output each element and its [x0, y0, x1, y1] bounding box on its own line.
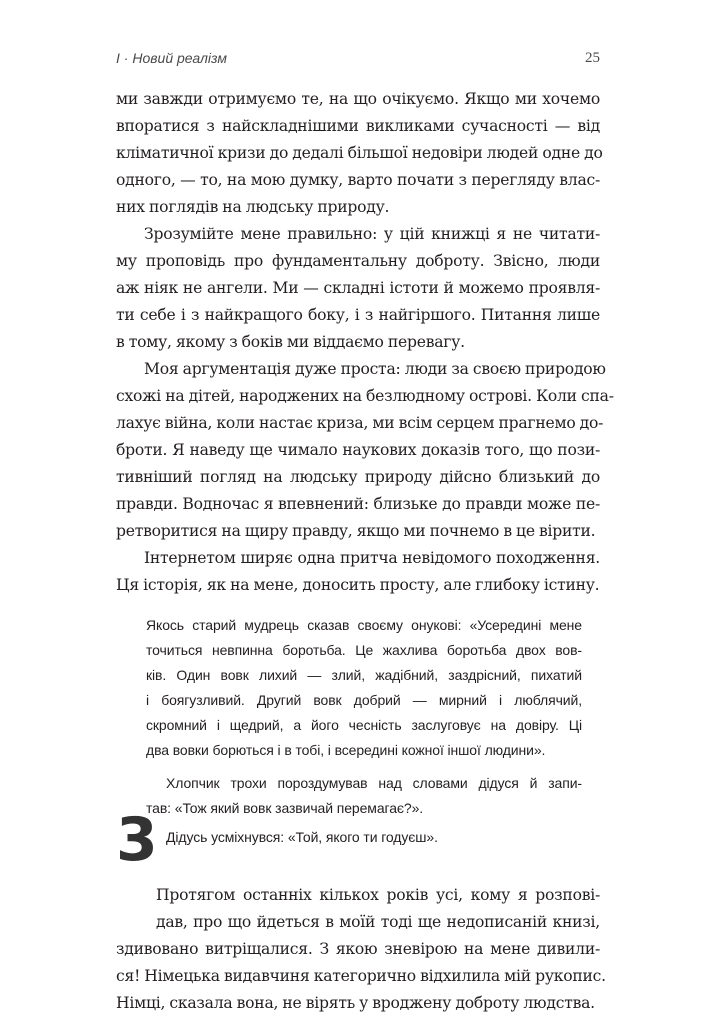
body-line: в тому, якому з боків ми віддаємо перевагу. [116, 333, 465, 351]
body-line: впоратися з найскладнішими викликами сучасності — від [116, 117, 600, 135]
quote-line: Дідусь усміхнувся: «Той, якого ти годуєш». [166, 829, 438, 845]
section-number-drop-cap: 3 [116, 805, 158, 875]
quote-line: і боягузливий. Другий вовк добрий — мирний і люблячий, [146, 692, 582, 708]
quote-line: два вовки борються і в тобі, і всередині кожної іншої людини». [146, 742, 546, 758]
body-line: тивніший погляд на людську природу дійсно близький до [116, 468, 600, 486]
body-line: Інтернетом ширяє одна притча невідомого походження. [144, 549, 600, 567]
quote-line: тав: «Тож який вовк зазвичай перемагає?». [146, 800, 424, 816]
page-number: 25 [585, 50, 600, 66]
running-title: I · Новий реалізм [116, 50, 227, 66]
running-header [116, 50, 600, 74]
quote-line: Хлопчик трохи пороздумував над словами дідуся й запи- [166, 775, 582, 791]
section-line: здивовано витріщалися. З якою зневірою на мене дивили- [116, 940, 600, 958]
section-line: ся! Німецька видавчиня категорично відхилила мій рукопис. [116, 967, 606, 985]
body-line: аж ніяк не ангели. Ми — складні істоти й можемо проявля- [116, 279, 600, 297]
body-line: ретворитися на щиру правду, якщо ми почнемо в це вірити. [116, 522, 596, 540]
body-line: кліматичної кризи до дедалі більшої недовіри людей одне до [116, 144, 603, 162]
body-line: них поглядів на людську природу. [116, 198, 390, 216]
body-line: правди. Водночас я впевнений: близьке до правди може пе- [116, 495, 600, 513]
quote-line: скромний і щедрий, а його чесність заслуговує на довіру. Ці [146, 717, 582, 733]
body-line: лахує війна, коли настає криза, ми всім серцем прагнемо до- [116, 414, 604, 432]
section-line: Протягом останніх кількох років усі, кому я розпові- [156, 886, 600, 904]
body-line: схожі на дітей, народжених на безлюдному острові. Коли спа- [116, 387, 614, 405]
body-line: ми завжди отримуємо те, на що очікуємо. Якщо ми хочемо [116, 90, 600, 108]
quote-line: ків. Один вовк лихий — злий, жадібний, заздрісний, пихатий [146, 667, 582, 683]
body-line: Моя аргументація дуже проста: люди за своєю природою [144, 360, 606, 378]
quote-line: точиться невпинна боротьба. Це жахлива боротьба двох вов- [146, 642, 582, 658]
body-line: Зрозумійте мене правильно: у цій книжці я не читати- [144, 225, 600, 243]
body-line: броти. Я наведу ще чимало наукових доказів того, що пози- [116, 441, 600, 459]
body-line: Ця історія, як на мене, доносить просту, але глибоку істину. [116, 576, 600, 594]
section-line: Німці, сказала вона, не вірять у вроджену доброту людства. [116, 994, 595, 1012]
body-line: одного, — то, на мою думку, варто почати з перегляду влас- [116, 171, 600, 189]
body-line: ти себе і з найкращого боку, і з найгіршого. Питання лише [116, 306, 600, 324]
body-line: му проповідь про фундаментальну доброту. Звісно, люди [116, 252, 600, 270]
section-line: дав, про що йдеться в моїй тоді ще недописаній книзі, [156, 913, 600, 931]
quote-line: Якось старий мудрець сказав своєму онукові: «Усередині мене [146, 617, 582, 633]
